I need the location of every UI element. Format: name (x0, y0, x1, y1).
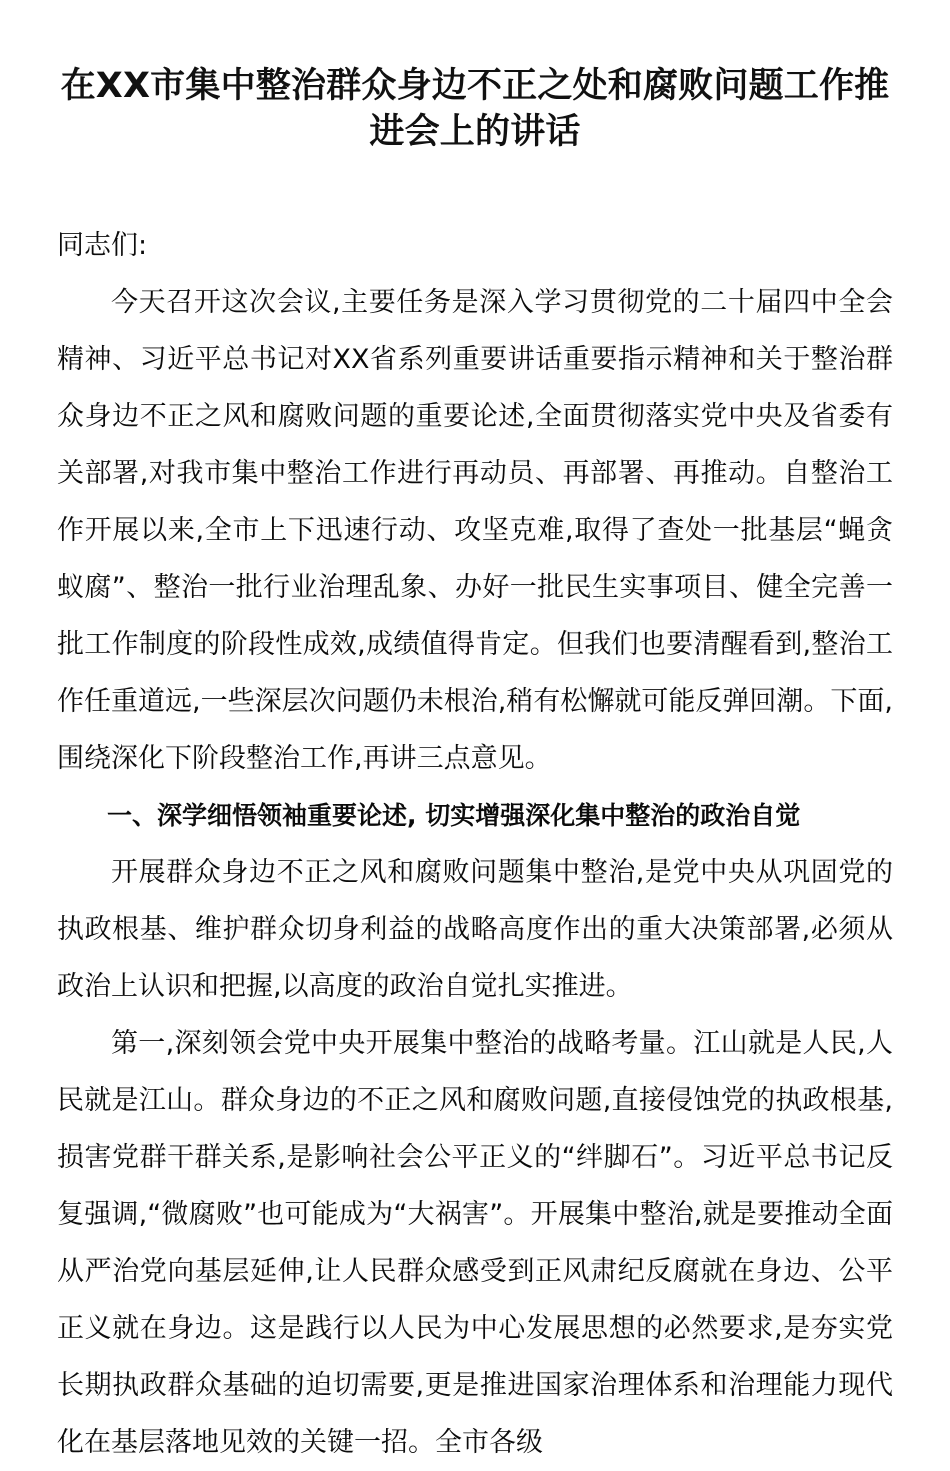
salutation-line: 同志们: (57, 230, 148, 261)
paragraph-intro: 今天召开这次会议,主要任务是深入学习贯彻党的二十届四中全会精神、习近平总书记对XX省系列重要讲话重要指示精神和关于整治群众身边不正之风和腐败问题的重要论述,全面贯彻落实党中央及省委有关部署,对我市集中整治工作进行再动员、再部署、再推动。自整治工作开展以来,全市上下迅速行动、攻坚克难,取得了查处一批基层“蝇贪蚁腐”、整治一批行业治理乱象、办好一批民生实事项目、健全完善一批工作制度的阶段性成效,成绩值得肯定。但我们也要清醒看到,整治工作任重道远,一些深层次问题仍未根治,稍有松懈就可能反弹回潮。下面,围绕深化下阶段整治工作,再讲三点意见。 (57, 287, 893, 774)
paragraph-section-one-1: 开展群众身边不正之风和腐败问题集中整治,是党中央从巩固党的执政根基、维护群众切身利益的战略高度作出的重大决策部署,必须从政治上认识和把握,以高度的政治自觉扎实推进。 (57, 857, 893, 1002)
section-heading-one: 一、深学细悟领袖重要论述, 切实增强深化集中整治的政治自觉 (107, 801, 801, 830)
document-content (57, 0, 893, 1471)
page-title: 在XX市集中整治群众身边不正之处和腐败问题工作推进会上的讲话 (60, 66, 890, 152)
title-spacer (57, 155, 893, 217)
paragraph-section-one-2: 第一,深刻领会党中央开展集中整治的战略考量。江山就是人民,人民就是江山。群众身边的不正之风和腐败问题,直接侵蚀党的执政根基,损害党群干群关系,是影响社会公平正义的“绊脚石”。习近平总书记反复强调,“微腐败”也可能成为“大祸害”。开展集中整治,就是要推动全面从严治党向基层延伸,让人民群众感受到正风肃纪反腐就在身边、公平正义就在身边。这是践行以人民为中心发展思想的必然要求,是夯实党长期执政群众基础的迫切需要,更是推进国家治理体系和治理能力现代化在基层落地见效的关键一招。全市各级 (57, 1028, 893, 1458)
